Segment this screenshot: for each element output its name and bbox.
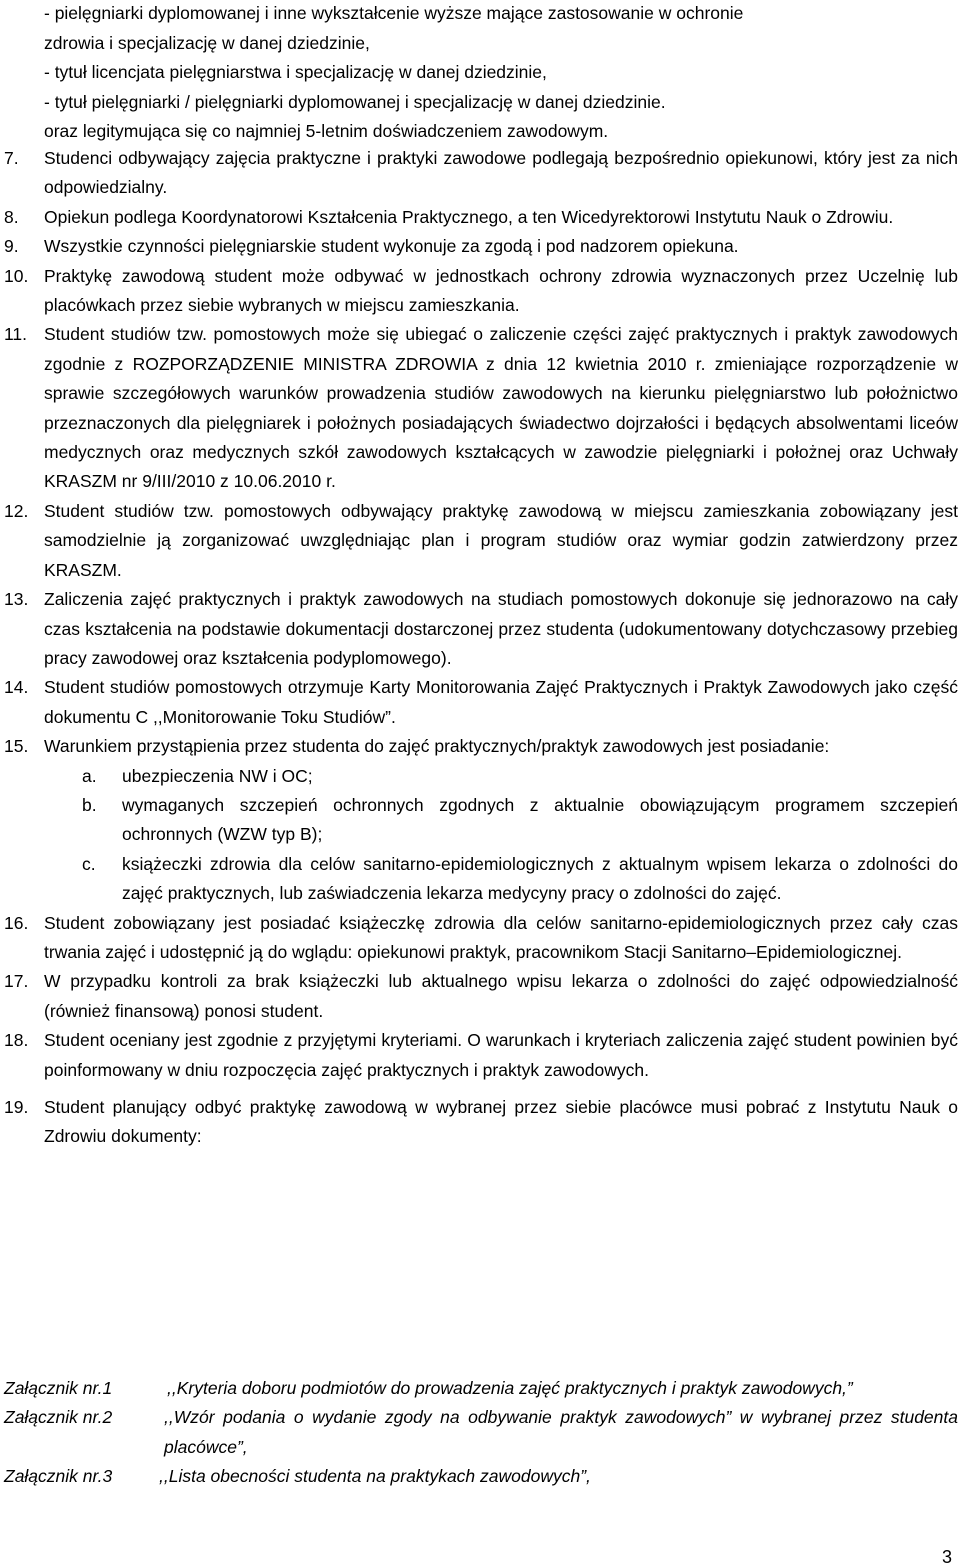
attachment-title: ,,Kryteria doboru podmiotów do prowadzenia zajęć praktycznych i praktyk zawodowych,”: [167, 1378, 853, 1398]
attachment-item: [4, 1403, 958, 1462]
sub-item-letter: c.: [82, 853, 96, 874]
item-text: Student zobowiązany jest posiadać książeczkę zdrowia dla celów sanitarno-epidemiologicznych przez cały czas trwania zajęć i udostępnić ją do wglądu: opiekunowi praktyk, pracownikom Stacji Sanitarno–Epidemiologicznej.: [44, 912, 958, 962]
item-number: 12.: [4, 500, 29, 521]
qualification-line: - tytuł licencjata pielęgniarstwa i specjalizację w danej dziedzinie,: [44, 62, 547, 82]
list-item: [4, 203, 958, 232]
attachment-list: [4, 1374, 958, 1492]
numbered-list: [4, 144, 958, 1152]
item-text: Zaliczenia zajęć praktycznych i praktyk zawodowych na studiach pomostowych dokonuje się jednorazowo na cały czas kształcenia na podstawie dokumentacji dostarczonej przez studenta (udokumentowany dotychczasowy przebieg pracy zawodowej oraz kształcenia podyplomowego).: [44, 589, 958, 668]
attachment-item: [4, 1462, 958, 1491]
item-number: 13.: [4, 589, 29, 610]
item-text: Student studiów tzw. pomostowych może się ubiegać o zaliczenie części zajęć praktycznych i praktyk zawodowych zgodnie z ROZPORZĄDZENIE MINISTRA ZDROWIA z dnia 12 kwietnia 2010 r. zmieniające rozporządzenie w sprawie szczegółowych warunków prowadzenia studiów zawodowych na kierunku pielęgniarstwo lub położnictwo przeznaczonych dla pielęgniarek i położnych posiadających świadectwo dojrzałości i będących absolwentami liceów medycznych oraz medycznych szkół zawodowych kształcących w zawodzie pielęgniarki i położnej oraz Uchwały KRASZM nr 9/III/2010 z 10.06.2010 r.: [44, 324, 958, 492]
page-number: 3: [941, 1547, 952, 1567]
qualification-list: [44, 0, 958, 148]
item-number: 7.: [4, 148, 19, 168]
list-item: [4, 673, 958, 732]
qualification-line: zdrowia i specjalizację w danej dziedzinie,: [44, 32, 370, 53]
item-number: 15.: [4, 736, 29, 757]
item-text: Warunkiem przystąpienia przez studenta do zajęć praktycznych/praktyk zawodowych jest posiadanie:: [44, 736, 830, 757]
qualification-line: - pielęgniarki dyplomowanej i inne wykształcenie wyższe mające zastosowanie w ochronie: [44, 3, 744, 23]
sub-list-item: [82, 791, 958, 850]
list-item: [4, 262, 958, 321]
item-number: 16.: [4, 912, 29, 933]
sub-list-item: [82, 762, 958, 791]
item-text: Student studiów pomostowych otrzymuje Karty Monitorowania Zajęć Praktycznych i Praktyk Zawodowych jako część dokumentu C ,,Monitorowanie Toku Studiów”.: [44, 677, 958, 727]
attachment-label: Załącznik nr.3: [4, 1466, 113, 1487]
sub-item-text: ubezpieczenia NW i OC;: [122, 765, 313, 786]
list-item: [4, 320, 958, 496]
item-text: Student oceniany jest zgodnie z przyjętymi kryteriami. O warunkach i kryteriach zaliczenia zajęć student powinien być poinformowany w dniu rozpoczęcia zajęć praktycznych i praktyk zawodowych.: [44, 1030, 958, 1080]
list-item: [4, 232, 958, 261]
sub-list-item: [82, 850, 958, 909]
attachment-item: [4, 1374, 958, 1403]
attachment-title: ,,Lista obecności studenta na praktykach zawodowych”,: [159, 1466, 591, 1487]
list-item: [4, 1026, 958, 1085]
sub-item-text: książeczki zdrowia dla celów sanitarno-epidemiologicznych z aktualnym wpisem lekarza o zdolności do zajęć praktycznych, lub zaświadczenia lekarza medycyny pracy o zdolności do zajęć.: [122, 853, 958, 904]
sub-item-letter: b.: [82, 794, 97, 815]
attachment-label: Załącznik nr.1: [4, 1378, 113, 1398]
item-text: Praktykę zawodową student może odbywać w jednostkach ochrony zdrowia wyznaczonych przez Uczelnię lub placówkach przez siebie wybranych w miejscu zamieszkania.: [44, 265, 958, 316]
sub-item-letter: a.: [82, 765, 97, 786]
item-number: 11.: [4, 324, 28, 345]
attachment-title: ,,Wzór podania o wydanie zgody na odbywanie praktyk zawodowych” w wybranej przez studenta placówce”,: [164, 1407, 958, 1457]
item-number: 8.: [4, 206, 19, 227]
list-item: [4, 732, 958, 761]
qualification-line: - tytuł pielęgniarki / pielęgniarki dyplomowanej i specjalizację w danej dziedzinie.: [44, 91, 666, 112]
item-text: Wszystkie czynności pielęgniarskie student wykonuje za zgodą i pod nadzorem opiekuna.: [44, 236, 739, 257]
item-text: Student studiów tzw. pomostowych odbywający praktykę zawodową w miejscu zamieszkania zobowiązany jest samodzielnie ją zorganizować uwzględniając plan i program studiów oraz wymiar godzin zatwierdzony przez KRASZM.: [44, 500, 958, 580]
item-text: Studenci odbywający zajęcia praktyczne i praktyki zawodowe podlegają bezpośrednio opiekunowi, który jest za nich odpowiedzialny.: [44, 148, 958, 198]
sub-item-text: wymaganych szczepień ochronnych zgodnych z aktualnie obowiązującym programem szczepień ochronnych (WZW typ B);: [122, 794, 958, 845]
attachment-label: Załącznik nr.2: [4, 1407, 113, 1428]
item-number: 10.: [4, 265, 29, 286]
item-number: 19.: [4, 1097, 29, 1117]
item-number: 17.: [4, 971, 29, 992]
item-text: Opiekun podlega Koordynatorowi Kształcenia Praktycznego, a ten Wicedyrektorowi Instytutu Nauk o Zdrowiu.: [44, 206, 894, 227]
list-item: [4, 909, 958, 968]
list-item: [4, 585, 958, 673]
list-item: [4, 144, 958, 203]
item-number: 14.: [4, 677, 29, 698]
item-text: W przypadku kontroli za brak książeczki lub aktualnego wpisu lekarza o zdolności do zajęć odpowiedzialność (również finansową) ponosi student.: [44, 971, 958, 1021]
item-number: 9.: [4, 236, 19, 257]
list-item: [4, 967, 958, 1026]
list-item: [4, 497, 958, 585]
item-text: Student planujący odbyć praktykę zawodową w wybranej przez siebie placówce musi pobrać z Instytutu Nauk o Zdrowiu dokumenty:: [44, 1097, 958, 1147]
item-number: 18.: [4, 1030, 29, 1051]
qualification-line: oraz legitymująca się co najmniej 5-letnim doświadczeniem zawodowym.: [44, 121, 609, 141]
list-item: [4, 1093, 958, 1152]
